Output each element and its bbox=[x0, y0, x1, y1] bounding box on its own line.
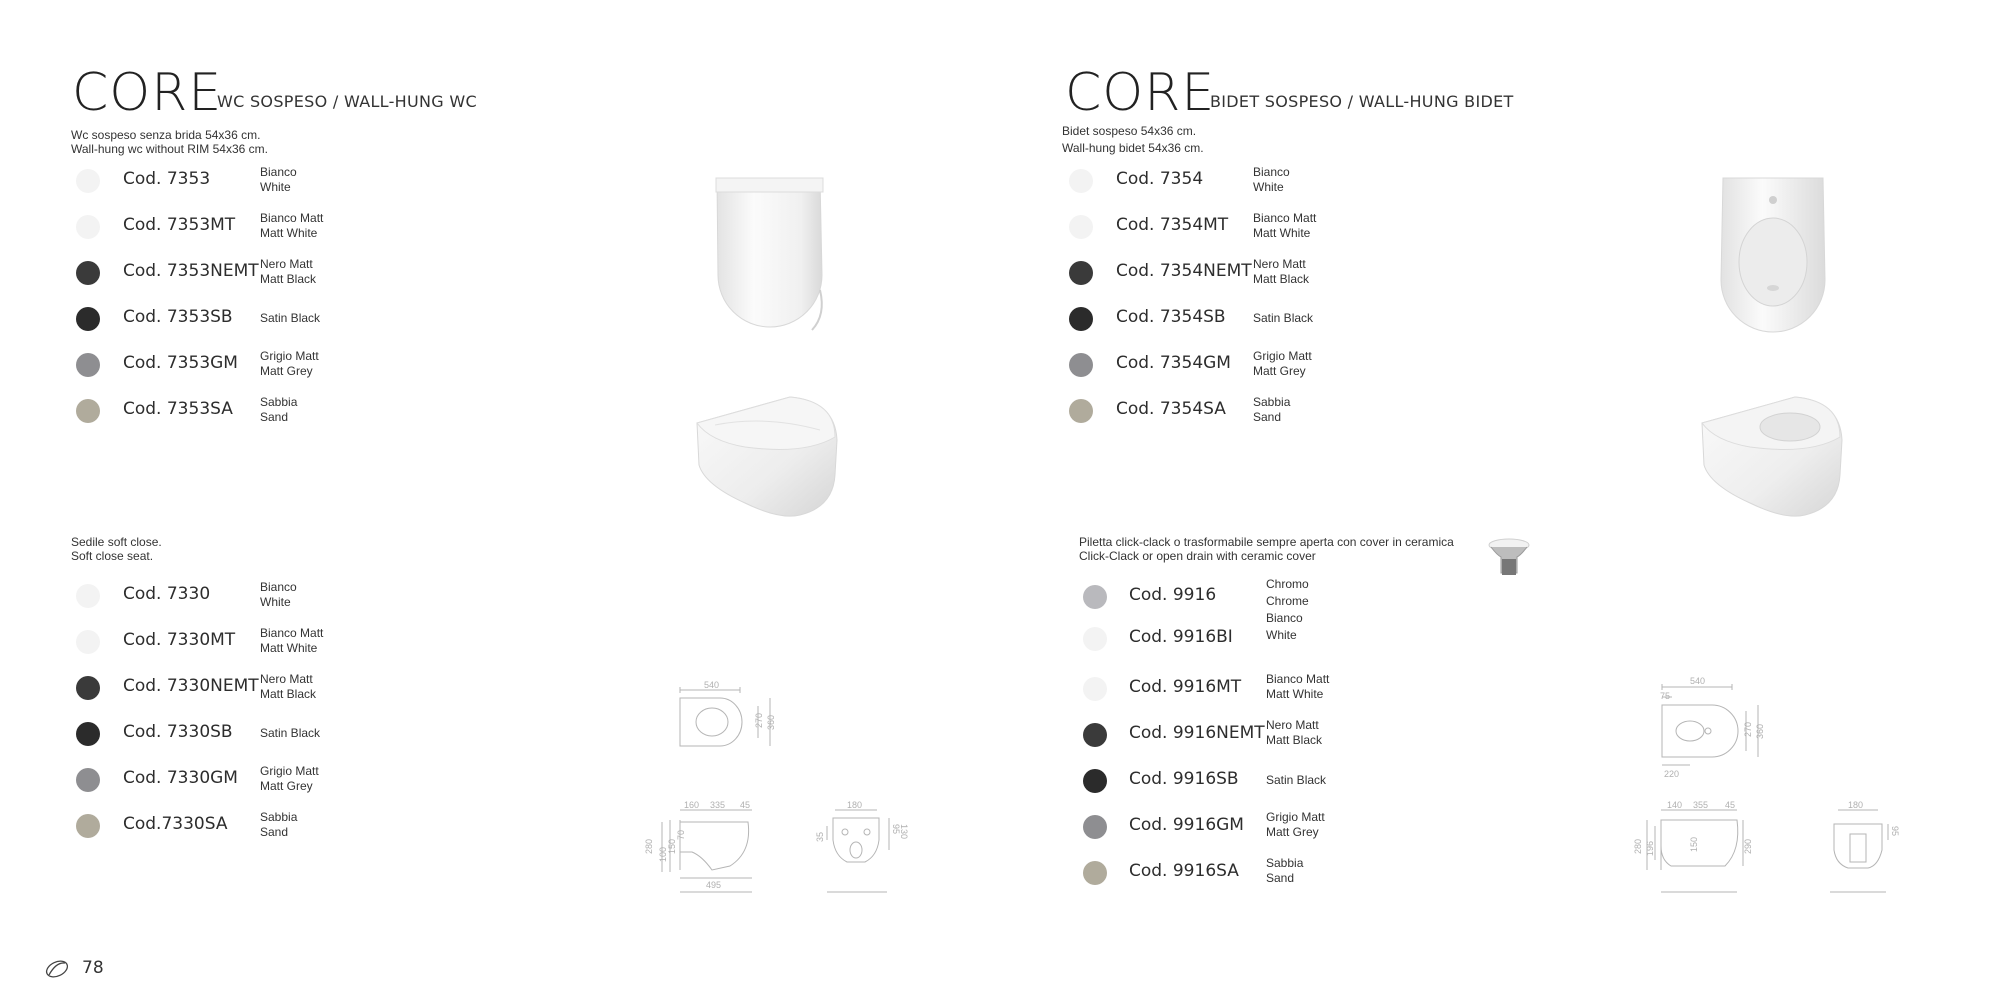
product-code: Cod. 7353GM bbox=[123, 353, 238, 373]
product-code: Cod. 7354 bbox=[1116, 169, 1204, 189]
dim-label: 160 bbox=[684, 800, 700, 810]
bidet-description bbox=[1062, 124, 1204, 155]
product-code: Cod. 9916SA bbox=[1129, 861, 1239, 881]
color-swatch bbox=[1069, 399, 1093, 423]
dim-label: 75 bbox=[1660, 691, 1671, 701]
color-swatch bbox=[76, 676, 100, 700]
bidet-brand-title: CORE bbox=[1065, 63, 1216, 123]
dim-label: 100 bbox=[658, 846, 668, 862]
dim-label: 150 bbox=[667, 838, 677, 854]
color-swatch bbox=[1069, 169, 1093, 193]
color-name: Satin Black bbox=[260, 726, 321, 740]
dim-label: 220 bbox=[1664, 769, 1680, 779]
dim-label: 335 bbox=[710, 800, 726, 810]
color-name: Sabbia Sand bbox=[1253, 395, 1291, 424]
dim-label: 70 bbox=[676, 829, 686, 840]
color-name: Satin Black bbox=[1253, 311, 1314, 325]
bidet-front-technical-drawing bbox=[1820, 800, 1905, 900]
product-code: Cod. 7330 bbox=[123, 584, 211, 604]
dim-label: 150 bbox=[1689, 836, 1699, 852]
color-swatch bbox=[76, 399, 100, 423]
dim-label: 140 bbox=[1667, 800, 1683, 810]
wc-perspective-image bbox=[685, 385, 855, 525]
color-name: Bianco Matt Matt White bbox=[260, 211, 324, 240]
color-swatch bbox=[1069, 353, 1093, 377]
color-name: Grigio Matt Matt Grey bbox=[1266, 810, 1325, 839]
color-name: Bianco Matt Matt White bbox=[1253, 211, 1317, 240]
product-code: Cod. 9916SB bbox=[1129, 769, 1239, 789]
wc-front-technical-drawing bbox=[815, 800, 910, 900]
bidet-top-view-image bbox=[1705, 170, 1835, 340]
product-code: Cod. 7353SB bbox=[123, 307, 233, 327]
bidet-subtitle: BIDET SOSPESO / WALL-HUNG BIDET bbox=[1210, 92, 1514, 111]
dim-label: 95 bbox=[891, 824, 901, 835]
dim-label: 180 bbox=[1848, 800, 1864, 810]
color-name: Nero Matt Matt Black bbox=[1266, 718, 1323, 747]
product-code: Cod. 7330MT bbox=[123, 630, 236, 650]
product-code: Cod. 7354GM bbox=[1116, 353, 1231, 373]
color-swatch bbox=[76, 630, 100, 654]
product-code: Cod. 7330SB bbox=[123, 722, 233, 742]
product-code: Cod. 9916 bbox=[1129, 585, 1217, 605]
color-swatch bbox=[76, 768, 100, 792]
dim-label: 95 bbox=[1890, 826, 1900, 837]
color-swatch bbox=[1083, 677, 1107, 701]
color-swatch bbox=[1069, 261, 1093, 285]
color-swatch bbox=[1069, 307, 1093, 331]
color-name: Bianco Matt Matt White bbox=[1266, 672, 1330, 701]
color-name: Sabbia Sand bbox=[260, 810, 298, 839]
dim-label: 280 bbox=[1633, 838, 1643, 854]
color-swatch bbox=[1083, 769, 1107, 793]
dim-label: 360 bbox=[1755, 723, 1765, 739]
color-name: Bianco White bbox=[1253, 165, 1290, 194]
product-code: Cod. 7354MT bbox=[1116, 215, 1229, 235]
color-swatch bbox=[76, 584, 100, 608]
dim-label: 270 bbox=[754, 712, 764, 728]
product-code: Cod. 7353SA bbox=[123, 399, 233, 419]
dim-label: 280 bbox=[644, 838, 654, 854]
product-code: Cod. 7354SA bbox=[1116, 399, 1226, 419]
color-name: Bianco Matt Matt White bbox=[260, 626, 324, 655]
product-code: Cod. 7330GM bbox=[123, 768, 238, 788]
dim-label: 45 bbox=[1725, 800, 1736, 810]
color-name: Grigio Matt Matt Grey bbox=[1253, 349, 1312, 378]
wc-top-technical-drawing bbox=[670, 680, 800, 760]
color-swatch bbox=[76, 307, 100, 331]
color-swatch bbox=[1083, 723, 1107, 747]
product-code: Cod. 9916BI bbox=[1129, 627, 1233, 647]
dim-label: 270 bbox=[1743, 721, 1753, 737]
color-name: Nero Matt Matt Black bbox=[260, 257, 317, 286]
color-name: Bianco White bbox=[260, 165, 297, 194]
color-swatch bbox=[76, 722, 100, 746]
color-swatch bbox=[1083, 627, 1107, 651]
color-name: Grigio Matt Matt Grey bbox=[260, 764, 319, 793]
brand-logo-icon bbox=[44, 958, 70, 980]
color-name: Sabbia Sand bbox=[260, 395, 298, 424]
dim-label: 180 bbox=[847, 800, 863, 810]
product-code: Cod. 7354SB bbox=[1116, 307, 1226, 327]
drain-product-image bbox=[1487, 535, 1531, 581]
product-code: Cod. 9916GM bbox=[1129, 815, 1244, 835]
product-code: Cod. 9916MT bbox=[1129, 677, 1242, 697]
color-swatch bbox=[1083, 815, 1107, 839]
bidet-top-technical-drawing bbox=[1650, 675, 1770, 785]
wc-top-view-image bbox=[700, 170, 850, 340]
color-name: Grigio Matt Matt Grey bbox=[260, 349, 319, 378]
color-swatch bbox=[76, 814, 100, 838]
dim-label: 355 bbox=[1693, 800, 1709, 810]
product-code: Cod. 7330NEMT bbox=[123, 676, 259, 696]
wc-brand-title: CORE bbox=[72, 63, 223, 123]
color-name: Nero Matt Matt Black bbox=[260, 672, 317, 701]
dim-label: 196 bbox=[1645, 840, 1655, 856]
color-swatch bbox=[1069, 215, 1093, 239]
dim-label: 495 bbox=[706, 880, 722, 890]
dim-label: 290 bbox=[1743, 838, 1753, 854]
wc-desc-it: Wc sospeso senza brida 54x36 cm. bbox=[71, 128, 261, 142]
bidet-side-technical-drawing bbox=[1625, 800, 1765, 900]
bidet-desc-it: Bidet sospeso 54x36 cm. bbox=[1062, 124, 1197, 138]
wc-desc-en: Wall-hung wc without RIM 54x36 cm. bbox=[71, 142, 268, 156]
dim-label: 130 bbox=[899, 824, 909, 840]
seat-desc-it: Sedile soft close. bbox=[71, 535, 162, 549]
drain-desc-en: Click-Clack or open drain with ceramic cover bbox=[1079, 549, 1316, 563]
wc-side-technical-drawing bbox=[640, 800, 770, 900]
bidet-desc-en: Wall-hung bidet 54x36 cm. bbox=[1062, 141, 1204, 155]
color-name: Chromo Chrome bbox=[1266, 577, 1309, 608]
color-swatch bbox=[76, 353, 100, 377]
color-swatch bbox=[76, 169, 100, 193]
color-name: Satin Black bbox=[260, 311, 321, 325]
wc-subtitle: WC SOSPESO / WALL-HUNG WC bbox=[217, 92, 477, 111]
bidet-perspective-image bbox=[1690, 385, 1860, 525]
color-name: Satin Black bbox=[1266, 773, 1327, 787]
color-swatch bbox=[76, 215, 100, 239]
color-name: Nero Matt Matt Black bbox=[1253, 257, 1310, 286]
color-swatch bbox=[1083, 585, 1107, 609]
product-code: Cod.7330SA bbox=[123, 814, 228, 834]
seat-desc-en: Soft close seat. bbox=[71, 549, 154, 563]
product-code: Cod. 7353NEMT bbox=[123, 261, 259, 281]
product-code: Cod. 7353MT bbox=[123, 215, 236, 235]
seat-description bbox=[71, 535, 162, 563]
dim-label: 360 bbox=[766, 714, 776, 730]
product-code: Cod. 9916NEMT bbox=[1129, 723, 1265, 743]
dim-label: 35 bbox=[815, 831, 825, 842]
dim-label: 540 bbox=[1690, 676, 1706, 686]
color-name: Bianco White bbox=[260, 580, 297, 609]
wc-description bbox=[71, 128, 268, 156]
product-code: Cod. 7354NEMT bbox=[1116, 261, 1252, 281]
color-name: Sabbia Sand bbox=[1266, 856, 1304, 885]
drain-description bbox=[1079, 535, 1454, 563]
color-swatch bbox=[76, 261, 100, 285]
page-number: 78 bbox=[82, 958, 104, 978]
dim-label: 45 bbox=[740, 800, 751, 810]
drain-desc-it: Piletta click-clack o trasformabile sempre aperta con cover in ceramica bbox=[1079, 535, 1454, 549]
color-name: Bianco White bbox=[1266, 611, 1303, 642]
color-swatch bbox=[1083, 861, 1107, 885]
dim-label: 540 bbox=[704, 680, 720, 690]
product-code: Cod. 7353 bbox=[123, 169, 211, 189]
